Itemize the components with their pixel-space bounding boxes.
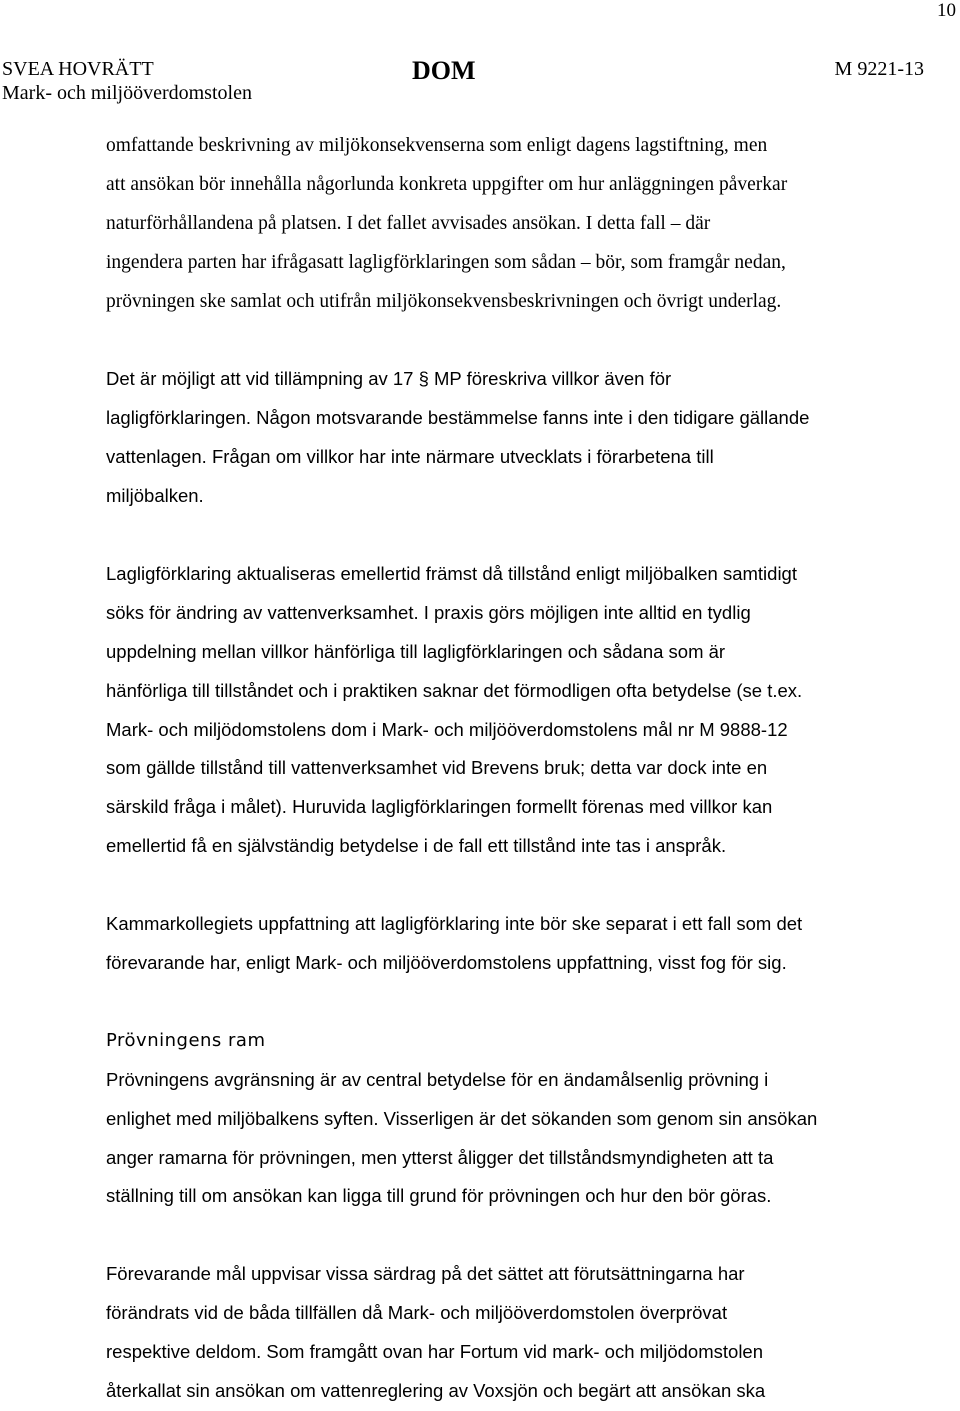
- text-line: respektive deldom. Som framgått ovan har Fortum vid mark- och miljödomstolen: [106, 1341, 764, 1363]
- page-number: 10: [937, 0, 956, 21]
- paragraph-6: [106, 1255, 906, 1411]
- paragraph-4: [106, 905, 906, 983]
- text-line: att ansökan bör innehålla någorlunda konkreta uppgifter om hur anläggningen påverkar: [106, 173, 788, 195]
- document-body: [106, 127, 906, 1411]
- court-name: SVEA HOVRÄTT: [2, 58, 154, 80]
- text-line: miljöbalken.: [106, 485, 204, 507]
- text-line: Lagligförklaring aktualiseras emellertid främst då tillstånd enligt miljöbalken samtidigt: [106, 562, 797, 584]
- text-line: Kammarkollegiets uppfattning att lagligförklaring inte bör ske separat i ett fall som det: [106, 913, 803, 935]
- text-line: som gällde tillstånd till vattenverksamhet vid Brevens bruk; detta var dock inte en: [106, 757, 768, 779]
- text-line: lagligförklaringen. Någon motsvarande bestämmelse fanns inte i den tidigare gällande: [106, 407, 810, 429]
- text-line: emellertid få en självständig betydelse i de fall ett tillstånd inte tas i anspråk.: [106, 835, 727, 857]
- text-line: förändrats vid de båda tillfällen då Mark- och miljööverdomstolen överprövat: [106, 1302, 728, 1324]
- section-heading: Prövningens ram: [106, 1029, 266, 1051]
- text-line: söks för ändring av vattenverksamhet. I praxis görs möjligen inte alltid en tydlig: [106, 601, 751, 623]
- text-line: vattenlagen. Frågan om villkor har inte närmare utvecklats i förarbetena till: [106, 446, 714, 468]
- text-line: Mark- och miljödomstolens dom i Mark- och miljööverdomstolens mål nr M 9888-12: [106, 718, 788, 740]
- text-line: Prövningens avgränsning är av central betydelse för en ändamålsenlig prövning i: [106, 1068, 769, 1090]
- text-line: förevarande har, enligt Mark- och miljööverdomstolens uppfattning, visst fog för sig.: [106, 951, 787, 973]
- document-type: DOM: [412, 56, 476, 85]
- text-line: prövningen ske samlat och utifrån miljökonsekvensbeskrivningen och övrigt underlag.: [106, 290, 782, 312]
- paragraph-5: [106, 1022, 906, 1217]
- text-line: ingendera parten har ifrågasatt lagligförklaringen som sådan – bör, som framgår nedan,: [106, 251, 786, 273]
- text-line: Det är möjligt att vid tillämpning av 17 § MP föreskriva villkor även för: [106, 368, 672, 390]
- paragraph-2: [106, 360, 906, 516]
- paragraph-3: [106, 555, 906, 866]
- case-number: M 9221-13: [834, 58, 924, 80]
- text-line: omfattande beskrivning av miljökonsekvenserna som enligt dagens lagstiftning, men: [106, 135, 768, 156]
- text-line: uppdelning mellan villkor hänförliga till lagligförklaringen och sådana som är: [106, 640, 726, 662]
- text-line: särskild fråga i målet). Huruvida lagligförklaringen formellt förenas med villkor kan: [106, 796, 773, 818]
- text-line: naturförhållandena på platsen. I det fallet avvisades ansökan. I detta fall – där: [106, 212, 711, 234]
- paragraph-1: [106, 127, 906, 322]
- division-name: Mark- och miljööverdomstolen: [2, 82, 252, 104]
- text-line: Förevarande mål uppvisar vissa särdrag på det sättet att förutsättningarna har: [106, 1263, 745, 1285]
- text-line: återkallat sin ansökan om vattenreglering av Voxsjön och begärt att ansökan ska: [106, 1379, 766, 1401]
- text-line: ställning till om ansökan kan ligga till grund för prövningen och hur den bör göras.: [106, 1185, 772, 1207]
- text-line: enlighet med miljöbalkens syften. Visserligen är det sökanden som genom sin ansökan: [106, 1107, 818, 1129]
- text-line: anger ramarna för prövningen, men ytterst åligger det tillståndsmyndigheten att ta: [106, 1146, 774, 1168]
- text-line: hänförliga till tillståndet och i praktiken saknar det förmodligen ofta betydelse (se t.ex.: [106, 679, 803, 701]
